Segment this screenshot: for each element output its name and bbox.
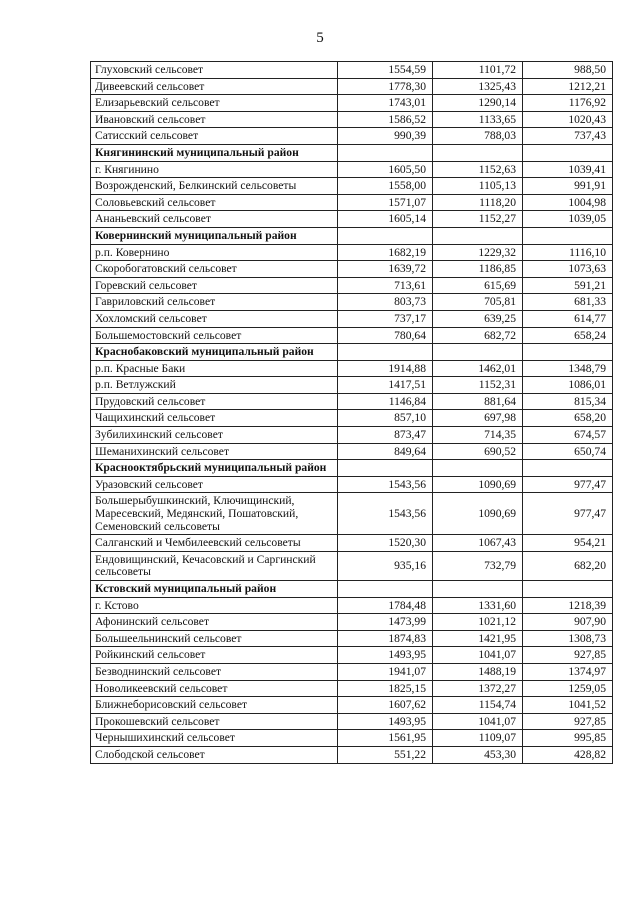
table-row bbox=[91, 551, 613, 580]
value-cell-1: 990,39 bbox=[338, 128, 433, 145]
value-cell-1: 803,73 bbox=[338, 294, 433, 311]
empty-cell bbox=[338, 144, 433, 161]
value-cell-3: 954,21 bbox=[523, 535, 613, 552]
district-name: Краснооктябрьский муниципальный район bbox=[91, 460, 338, 477]
settlement-name: Горевский сельсовет bbox=[91, 277, 338, 294]
value-cell-2: 1229,32 bbox=[433, 244, 523, 261]
page-number: 5 bbox=[316, 30, 324, 46]
value-cell-3: 658,24 bbox=[523, 327, 613, 344]
value-cell-2: 1067,43 bbox=[433, 535, 523, 552]
value-cell-1: 1417,51 bbox=[338, 377, 433, 394]
value-cell-2: 1118,20 bbox=[433, 194, 523, 211]
value-cell-1: 1543,56 bbox=[338, 493, 433, 535]
value-cell-1: 1605,14 bbox=[338, 211, 433, 228]
value-cell-1: 1874,83 bbox=[338, 630, 433, 647]
empty-cell bbox=[433, 344, 523, 361]
value-cell-3: 1308,73 bbox=[523, 630, 613, 647]
value-cell-3: 1218,39 bbox=[523, 597, 613, 614]
table-row bbox=[91, 95, 613, 112]
value-cell-2: 1154,74 bbox=[433, 697, 523, 714]
value-cell-1: 1586,52 bbox=[338, 111, 433, 128]
settlement-name: Слободской сельсовет bbox=[91, 746, 338, 763]
settlement-name: Скоробогатовский сельсовет bbox=[91, 261, 338, 278]
table-row bbox=[91, 377, 613, 394]
district-name: Княгининский муниципальный район bbox=[91, 144, 338, 161]
value-cell-1: 1473,99 bbox=[338, 614, 433, 631]
value-cell-2: 1290,14 bbox=[433, 95, 523, 112]
value-cell-3: 658,20 bbox=[523, 410, 613, 427]
value-cell-1: 1554,59 bbox=[338, 62, 433, 79]
value-cell-2: 453,30 bbox=[433, 746, 523, 763]
value-cell-1: 1639,72 bbox=[338, 261, 433, 278]
table-row bbox=[91, 493, 613, 535]
value-cell-3: 591,21 bbox=[523, 277, 613, 294]
settlement-name: Большеельнинский сельсовет bbox=[91, 630, 338, 647]
settlement-name: Гавриловский сельсовет bbox=[91, 294, 338, 311]
value-cell-1: 713,61 bbox=[338, 277, 433, 294]
value-cell-1: 1520,30 bbox=[338, 535, 433, 552]
value-cell-3: 1374,97 bbox=[523, 663, 613, 680]
empty-cell bbox=[433, 144, 523, 161]
district-header-row bbox=[91, 227, 613, 244]
table-row bbox=[91, 427, 613, 444]
value-cell-3: 1116,10 bbox=[523, 244, 613, 261]
value-cell-1: 1914,88 bbox=[338, 360, 433, 377]
empty-cell bbox=[433, 460, 523, 477]
settlement-name: Большемостовский сельсовет bbox=[91, 327, 338, 344]
settlement-name: Зубилихинский сельсовет bbox=[91, 427, 338, 444]
value-cell-2: 682,72 bbox=[433, 327, 523, 344]
empty-cell bbox=[338, 460, 433, 477]
value-cell-3: 1039,05 bbox=[523, 211, 613, 228]
value-cell-3: 1176,92 bbox=[523, 95, 613, 112]
settlement-name: Соловьевский сельсовет bbox=[91, 194, 338, 211]
empty-cell bbox=[338, 344, 433, 361]
settlement-name: Прокошевский сельсовет bbox=[91, 713, 338, 730]
value-cell-1: 873,47 bbox=[338, 427, 433, 444]
value-cell-3: 907,90 bbox=[523, 614, 613, 631]
settlement-name: Ивановский сельсовет bbox=[91, 111, 338, 128]
settlement-name: Салганский и Чембилеевский сельсоветы bbox=[91, 535, 338, 552]
value-cell-2: 1331,60 bbox=[433, 597, 523, 614]
table-row bbox=[91, 111, 613, 128]
table-row bbox=[91, 746, 613, 763]
value-cell-2: 714,35 bbox=[433, 427, 523, 444]
settlement-name: р.п. Ковернино bbox=[91, 244, 338, 261]
table-row bbox=[91, 680, 613, 697]
value-cell-3: 988,50 bbox=[523, 62, 613, 79]
empty-cell bbox=[433, 227, 523, 244]
table-row bbox=[91, 128, 613, 145]
value-cell-3: 737,43 bbox=[523, 128, 613, 145]
value-cell-2: 732,79 bbox=[433, 551, 523, 580]
district-header-row bbox=[91, 344, 613, 361]
value-cell-1: 1543,56 bbox=[338, 476, 433, 493]
value-cell-1: 1493,95 bbox=[338, 713, 433, 730]
table-row bbox=[91, 443, 613, 460]
table-row bbox=[91, 393, 613, 410]
table-row bbox=[91, 194, 613, 211]
table-row bbox=[91, 78, 613, 95]
settlement-name: Чащихинский сельсовет bbox=[91, 410, 338, 427]
table-row bbox=[91, 713, 613, 730]
value-cell-1: 1571,07 bbox=[338, 194, 433, 211]
value-cell-2: 690,52 bbox=[433, 443, 523, 460]
value-cell-1: 1784,48 bbox=[338, 597, 433, 614]
value-cell-3: 682,20 bbox=[523, 551, 613, 580]
value-cell-2: 1462,01 bbox=[433, 360, 523, 377]
empty-cell bbox=[433, 581, 523, 598]
settlement-name: Шеманихинский сельсовет bbox=[91, 443, 338, 460]
settlement-name: Глуховский сельсовет bbox=[91, 62, 338, 79]
value-cell-1: 1682,19 bbox=[338, 244, 433, 261]
table-row bbox=[91, 697, 613, 714]
table-row bbox=[91, 730, 613, 747]
value-cell-2: 788,03 bbox=[433, 128, 523, 145]
settlement-name: Чернышихинский сельсовет bbox=[91, 730, 338, 747]
value-cell-3: 650,74 bbox=[523, 443, 613, 460]
table-row bbox=[91, 476, 613, 493]
value-cell-3: 1348,79 bbox=[523, 360, 613, 377]
value-cell-2: 1109,07 bbox=[433, 730, 523, 747]
value-cell-3: 995,85 bbox=[523, 730, 613, 747]
value-cell-2: 1186,85 bbox=[433, 261, 523, 278]
value-cell-3: 1041,52 bbox=[523, 697, 613, 714]
value-cell-3: 1073,63 bbox=[523, 261, 613, 278]
value-cell-1: 551,22 bbox=[338, 746, 433, 763]
settlement-name: Елизарьевский сельсовет bbox=[91, 95, 338, 112]
value-cell-3: 927,85 bbox=[523, 713, 613, 730]
value-cell-1: 1558,00 bbox=[338, 178, 433, 195]
settlement-name: Дивеевский сельсовет bbox=[91, 78, 338, 95]
table-row bbox=[91, 647, 613, 664]
value-cell-2: 1421,95 bbox=[433, 630, 523, 647]
settlement-name: Безводнинский сельсовет bbox=[91, 663, 338, 680]
value-cell-2: 705,81 bbox=[433, 294, 523, 311]
value-cell-1: 857,10 bbox=[338, 410, 433, 427]
value-cell-1: 935,16 bbox=[338, 551, 433, 580]
district-name: Кстовский муниципальный район bbox=[91, 581, 338, 598]
value-cell-1: 737,17 bbox=[338, 310, 433, 327]
value-cell-3: 991,91 bbox=[523, 178, 613, 195]
settlement-name: Прудовский сельсовет bbox=[91, 393, 338, 410]
value-cell-2: 1152,63 bbox=[433, 161, 523, 178]
table-body bbox=[91, 62, 613, 764]
value-cell-3: 1020,43 bbox=[523, 111, 613, 128]
settlement-name: Новоликеевский сельсовет bbox=[91, 680, 338, 697]
settlement-name: Возрожденский, Белкинский сельсоветы bbox=[91, 178, 338, 195]
value-cell-2: 1325,43 bbox=[433, 78, 523, 95]
district-name: Краснобаковский муниципальный район bbox=[91, 344, 338, 361]
settlement-name: Большерыбушкинский, Ключищинский, Маресевский, Медянский, Пошатовский, Семеновский сельсоветы bbox=[91, 493, 338, 535]
value-cell-1: 1941,07 bbox=[338, 663, 433, 680]
empty-cell bbox=[523, 144, 613, 161]
settlement-name: г. Княгинино bbox=[91, 161, 338, 178]
settlement-name: Ройкинский сельсовет bbox=[91, 647, 338, 664]
value-cell-1: 1561,95 bbox=[338, 730, 433, 747]
empty-cell bbox=[523, 344, 613, 361]
value-cell-3: 1039,41 bbox=[523, 161, 613, 178]
table-row bbox=[91, 161, 613, 178]
tariff-table bbox=[90, 61, 613, 764]
table-row bbox=[91, 261, 613, 278]
value-cell-2: 1488,19 bbox=[433, 663, 523, 680]
settlement-name: Ананьевский сельсовет bbox=[91, 211, 338, 228]
table-row bbox=[91, 663, 613, 680]
table-row bbox=[91, 410, 613, 427]
value-cell-1: 1605,50 bbox=[338, 161, 433, 178]
table-row bbox=[91, 310, 613, 327]
value-cell-1: 1778,30 bbox=[338, 78, 433, 95]
value-cell-2: 1105,13 bbox=[433, 178, 523, 195]
value-cell-3: 1086,01 bbox=[523, 377, 613, 394]
table-row bbox=[91, 630, 613, 647]
value-cell-3: 681,33 bbox=[523, 294, 613, 311]
settlement-name: Ближнеборисовский сельсовет bbox=[91, 697, 338, 714]
table-row bbox=[91, 360, 613, 377]
value-cell-2: 1041,07 bbox=[433, 713, 523, 730]
settlement-name: Уразовский сельсовет bbox=[91, 476, 338, 493]
empty-cell bbox=[523, 581, 613, 598]
table-row bbox=[91, 178, 613, 195]
table-row bbox=[91, 597, 613, 614]
value-cell-2: 1041,07 bbox=[433, 647, 523, 664]
value-cell-3: 1259,05 bbox=[523, 680, 613, 697]
value-cell-3: 1212,21 bbox=[523, 78, 613, 95]
value-cell-2: 1021,12 bbox=[433, 614, 523, 631]
district-header-row bbox=[91, 144, 613, 161]
settlement-name: Афонинский сельсовет bbox=[91, 614, 338, 631]
value-cell-1: 1493,95 bbox=[338, 647, 433, 664]
table-row bbox=[91, 211, 613, 228]
value-cell-2: 1372,27 bbox=[433, 680, 523, 697]
value-cell-2: 1152,27 bbox=[433, 211, 523, 228]
settlement-name: р.п. Ветлужский bbox=[91, 377, 338, 394]
empty-cell bbox=[523, 460, 613, 477]
settlement-name: Хохломский сельсовет bbox=[91, 310, 338, 327]
settlement-name: р.п. Красные Баки bbox=[91, 360, 338, 377]
value-cell-2: 1152,31 bbox=[433, 377, 523, 394]
empty-cell bbox=[338, 227, 433, 244]
table-row bbox=[91, 327, 613, 344]
value-cell-1: 1743,01 bbox=[338, 95, 433, 112]
value-cell-3: 815,34 bbox=[523, 393, 613, 410]
value-cell-3: 674,57 bbox=[523, 427, 613, 444]
value-cell-2: 1090,69 bbox=[433, 476, 523, 493]
value-cell-1: 1146,84 bbox=[338, 393, 433, 410]
value-cell-3: 428,82 bbox=[523, 746, 613, 763]
empty-cell bbox=[338, 581, 433, 598]
value-cell-1: 1607,62 bbox=[338, 697, 433, 714]
table-row bbox=[91, 277, 613, 294]
value-cell-2: 697,98 bbox=[433, 410, 523, 427]
value-cell-1: 780,64 bbox=[338, 327, 433, 344]
table-row bbox=[91, 62, 613, 79]
settlement-name: Ендовищинский, Кечасовский и Саргинский сельсоветы bbox=[91, 551, 338, 580]
empty-cell bbox=[523, 227, 613, 244]
district-header-row bbox=[91, 581, 613, 598]
value-cell-1: 1825,15 bbox=[338, 680, 433, 697]
value-cell-3: 977,47 bbox=[523, 493, 613, 535]
value-cell-1: 849,64 bbox=[338, 443, 433, 460]
settlement-name: г. Кстово bbox=[91, 597, 338, 614]
district-name: Ковернинский муниципальный район bbox=[91, 227, 338, 244]
district-header-row bbox=[91, 460, 613, 477]
settlement-name: Сатисский сельсовет bbox=[91, 128, 338, 145]
table-row bbox=[91, 294, 613, 311]
value-cell-3: 614,77 bbox=[523, 310, 613, 327]
value-cell-2: 639,25 bbox=[433, 310, 523, 327]
value-cell-2: 881,64 bbox=[433, 393, 523, 410]
value-cell-3: 1004,98 bbox=[523, 194, 613, 211]
table-row bbox=[91, 614, 613, 631]
value-cell-3: 927,85 bbox=[523, 647, 613, 664]
value-cell-2: 615,69 bbox=[433, 277, 523, 294]
table-row bbox=[91, 535, 613, 552]
table-row bbox=[91, 244, 613, 261]
value-cell-3: 977,47 bbox=[523, 476, 613, 493]
value-cell-2: 1101,72 bbox=[433, 62, 523, 79]
value-cell-2: 1133,65 bbox=[433, 111, 523, 128]
value-cell-2: 1090,69 bbox=[433, 493, 523, 535]
